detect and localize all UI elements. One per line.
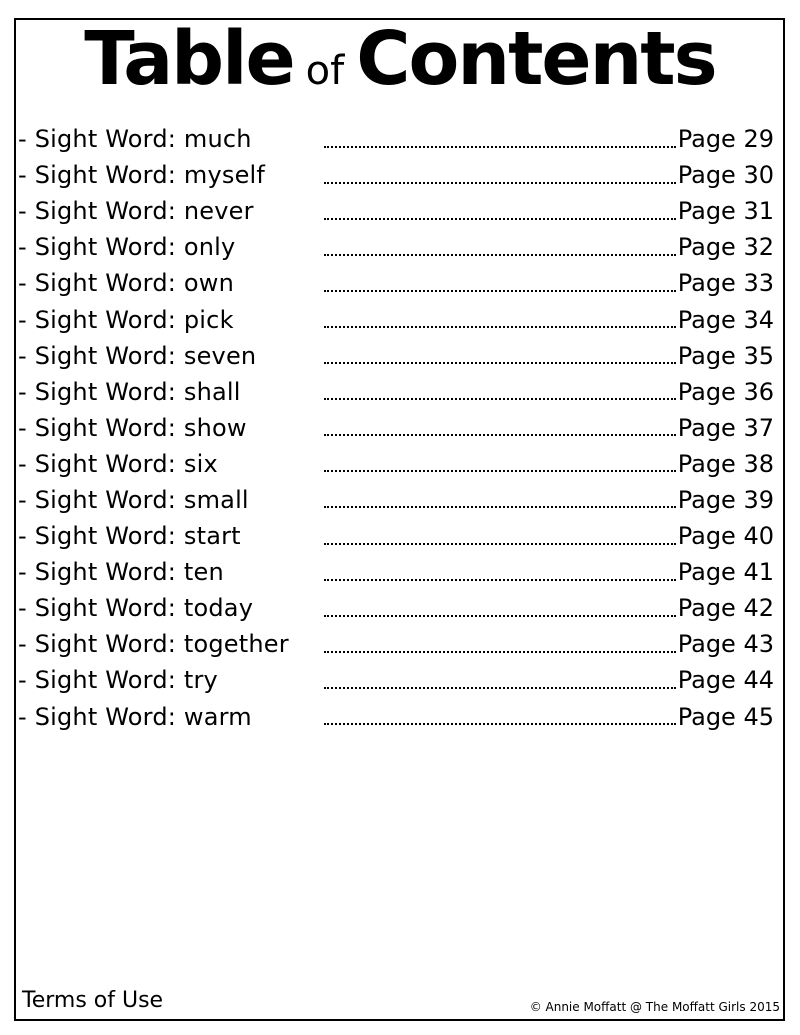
toc-entry-label: - Sight Word: start bbox=[18, 522, 241, 551]
toc-entry-label: - Sight Word: never bbox=[18, 197, 254, 226]
toc-entry-label: - Sight Word: ten bbox=[18, 558, 224, 587]
toc-entry-page: Page 36 bbox=[677, 377, 774, 406]
title-word-contents: Contents bbox=[356, 16, 716, 102]
toc-entry-label: - Sight Word: only bbox=[18, 233, 236, 262]
toc-entry-label: - Sight Word: small bbox=[18, 485, 249, 514]
toc-entry-page: Page 41 bbox=[677, 558, 774, 587]
toc-entry-label: - Sight Word: myself bbox=[18, 161, 266, 190]
toc-entry-page: Page 42 bbox=[677, 594, 774, 623]
title-word-table: Table bbox=[84, 16, 294, 102]
copyright-notice: © Annie Moffatt @ The Moffatt Girls 2015 bbox=[529, 1000, 780, 1014]
dot-leader bbox=[324, 505, 676, 508]
dot-leader bbox=[324, 722, 676, 725]
toc-entry-label: - Sight Word: six bbox=[18, 449, 218, 478]
toc-entry[interactable] bbox=[18, 699, 774, 735]
title-word-of: of bbox=[305, 48, 345, 94]
toc-entry[interactable] bbox=[18, 590, 774, 626]
toc-entry-label: - Sight Word: today bbox=[18, 594, 254, 623]
toc-entry-page: Page 32 bbox=[677, 233, 774, 262]
dot-leader bbox=[324, 181, 676, 184]
toc-entry[interactable] bbox=[18, 446, 774, 482]
toc-entry[interactable] bbox=[18, 410, 774, 446]
toc-entry-label: - Sight Word: pick bbox=[18, 305, 234, 334]
toc-entry-label: - Sight Word: own bbox=[18, 269, 235, 298]
toc-entry-page: Page 39 bbox=[677, 485, 774, 514]
toc-entry[interactable] bbox=[18, 229, 774, 265]
dot-leader bbox=[324, 469, 676, 472]
dot-leader bbox=[324, 289, 676, 292]
toc-entry-label: - Sight Word: shall bbox=[18, 377, 241, 406]
toc-entry[interactable] bbox=[18, 338, 774, 374]
dot-leader bbox=[324, 614, 676, 617]
dot-leader bbox=[324, 686, 676, 689]
toc-entry[interactable] bbox=[18, 157, 774, 193]
dot-leader bbox=[324, 325, 676, 328]
toc-entry-page: Page 35 bbox=[677, 341, 774, 370]
dot-leader bbox=[324, 217, 676, 220]
toc-entry-page: Page 29 bbox=[677, 125, 774, 154]
toc-entry-label: - Sight Word: warm bbox=[18, 702, 252, 731]
dot-leader bbox=[324, 578, 676, 581]
toc-entry-page: Page 37 bbox=[677, 413, 774, 442]
toc-entry-label: - Sight Word: much bbox=[18, 125, 252, 154]
dot-leader bbox=[324, 253, 676, 256]
dot-leader bbox=[324, 145, 676, 148]
toc-entry[interactable] bbox=[18, 626, 774, 662]
toc-entry[interactable] bbox=[18, 554, 774, 590]
toc-entry-page: Page 30 bbox=[677, 161, 774, 190]
terms-of-use-link[interactable]: Terms of Use bbox=[22, 988, 164, 1013]
toc-entry-page: Page 33 bbox=[677, 269, 774, 298]
toc-entry-label: - Sight Word: try bbox=[18, 666, 218, 695]
toc-entry[interactable] bbox=[18, 518, 774, 554]
table-of-contents-list bbox=[18, 121, 774, 735]
toc-entry-label: - Sight Word: show bbox=[18, 413, 247, 442]
toc-entry-page: Page 45 bbox=[677, 702, 774, 731]
toc-entry[interactable] bbox=[18, 193, 774, 229]
toc-entry-label: - Sight Word: seven bbox=[18, 341, 257, 370]
toc-entry[interactable] bbox=[18, 374, 774, 410]
toc-entry[interactable] bbox=[18, 482, 774, 518]
toc-entry[interactable] bbox=[18, 121, 774, 157]
dot-leader bbox=[324, 433, 676, 436]
toc-entry[interactable] bbox=[18, 265, 774, 301]
toc-entry-page: Page 38 bbox=[677, 449, 774, 478]
toc-entry[interactable] bbox=[18, 662, 774, 698]
dot-leader bbox=[324, 542, 676, 545]
toc-entry[interactable] bbox=[18, 301, 774, 337]
toc-entry-page: Page 31 bbox=[677, 197, 774, 226]
toc-entry-page: Page 44 bbox=[677, 666, 774, 695]
dot-leader bbox=[324, 650, 676, 653]
dot-leader bbox=[324, 361, 676, 364]
toc-entry-label: - Sight Word: together bbox=[18, 630, 289, 659]
dot-leader bbox=[324, 397, 676, 400]
page-title bbox=[0, 16, 800, 102]
toc-entry-page: Page 40 bbox=[677, 522, 774, 551]
toc-entry-page: Page 34 bbox=[677, 305, 774, 334]
toc-entry-page: Page 43 bbox=[677, 630, 774, 659]
